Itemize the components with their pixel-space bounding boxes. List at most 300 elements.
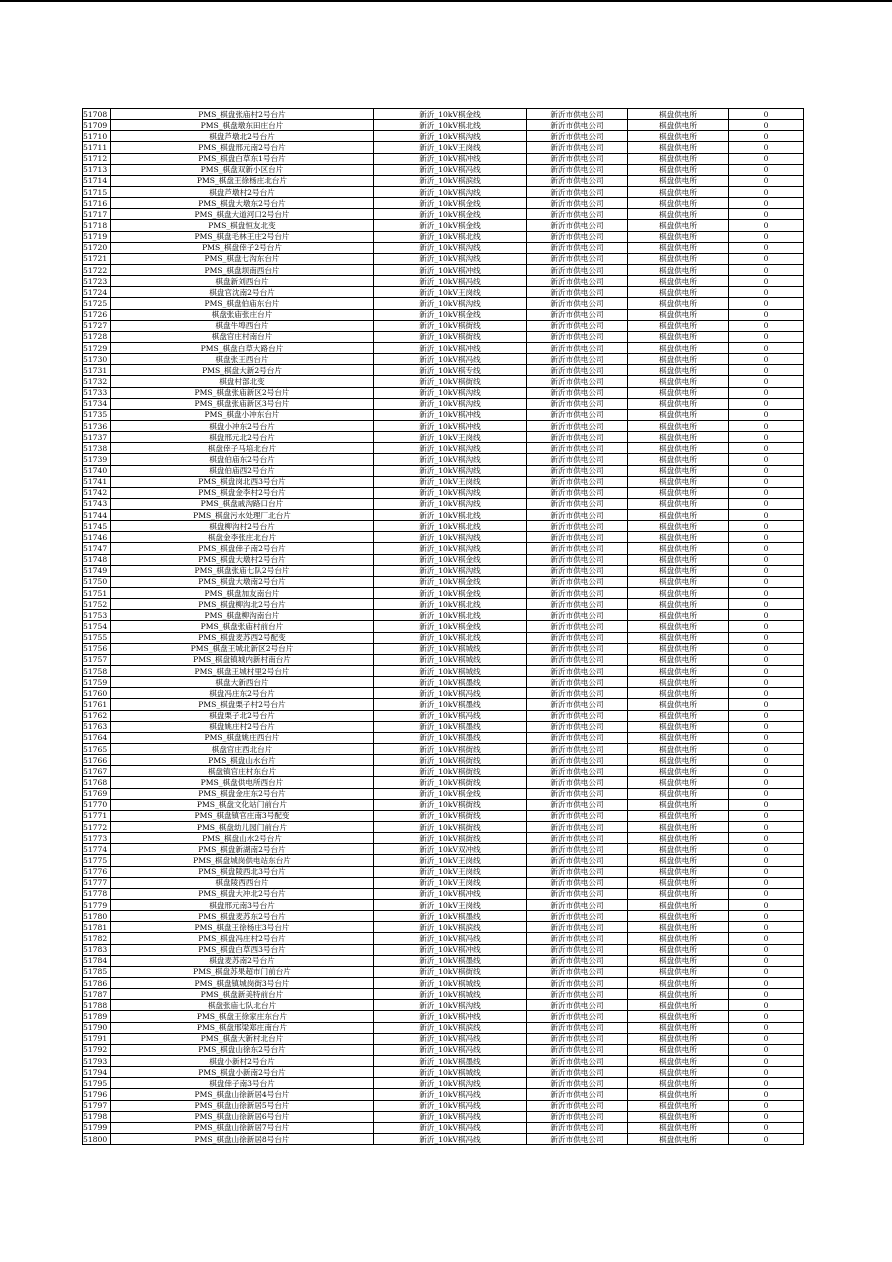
cell-value: 0 xyxy=(729,309,804,320)
cell-value: 0 xyxy=(729,454,804,465)
cell-value: 0 xyxy=(729,621,804,632)
cell-value: 0 xyxy=(729,532,804,543)
cell-station: 棋盘供电所 xyxy=(628,744,729,755)
cell-transformer-name: PMS_棋盘倖子2号台片 xyxy=(111,242,374,253)
cell-id: 51769 xyxy=(83,788,111,799)
cell-value: 0 xyxy=(729,710,804,721)
cell-station: 棋盘供电所 xyxy=(628,209,729,220)
cell-transformer-name: 棋盘张庙张庄台片 xyxy=(111,309,374,320)
table-row xyxy=(83,1000,804,1011)
cell-feeder-line: 新沂_10kV棋城线 xyxy=(374,666,527,677)
cell-company: 新沂市供电公司 xyxy=(527,866,628,877)
cell-company: 新沂市供电公司 xyxy=(527,109,628,120)
cell-id: 51777 xyxy=(83,877,111,888)
cell-transformer-name: PMS_棋盘山徐新居7号台片 xyxy=(111,1122,374,1133)
cell-feeder-line: 新沂_10kV棋北线 xyxy=(374,521,527,532)
cell-feeder-line: 新沂_10kV棋金线 xyxy=(374,576,527,587)
cell-id: 51716 xyxy=(83,198,111,209)
cell-id: 51771 xyxy=(83,810,111,821)
table-row xyxy=(83,543,804,554)
cell-transformer-name: PMS_棋盘山徐东2号台片 xyxy=(111,1044,374,1055)
cell-value: 0 xyxy=(729,1055,804,1066)
cell-company: 新沂市供电公司 xyxy=(527,744,628,755)
cell-transformer-name: 棋盘伯庙东2号台片 xyxy=(111,454,374,465)
cell-transformer-name: PMS_棋盘镇官庄南3号配变 xyxy=(111,810,374,821)
table-row xyxy=(83,498,804,509)
table-row xyxy=(83,588,804,599)
table-row xyxy=(83,810,804,821)
cell-value: 0 xyxy=(729,1000,804,1011)
cell-feeder-line: 新沂_10kV棋沟线 xyxy=(374,131,527,142)
cell-id: 51770 xyxy=(83,799,111,810)
cell-value: 0 xyxy=(729,465,804,476)
cell-company: 新沂市供电公司 xyxy=(527,911,628,922)
cell-transformer-name: PMS_棋盘山徐新居4号台片 xyxy=(111,1089,374,1100)
cell-id: 51799 xyxy=(83,1122,111,1133)
cell-feeder-line: 新沂_10kV棋街线 xyxy=(374,810,527,821)
cell-station: 棋盘供电所 xyxy=(628,476,729,487)
table-row xyxy=(83,131,804,142)
table-row xyxy=(83,1089,804,1100)
data-table-body xyxy=(83,109,804,1145)
table-row xyxy=(83,186,804,197)
cell-station: 棋盘供电所 xyxy=(628,443,729,454)
cell-id: 51742 xyxy=(83,487,111,498)
cell-id: 51723 xyxy=(83,276,111,287)
cell-id: 51790 xyxy=(83,1022,111,1033)
cell-feeder-line: 新沂_10kV棋城线 xyxy=(374,643,527,654)
cell-feeder-line: 新沂_10kV王岗线 xyxy=(374,287,527,298)
table-row xyxy=(83,354,804,365)
cell-station: 棋盘供电所 xyxy=(628,387,729,398)
cell-feeder-line: 新沂_10kV棋金线 xyxy=(374,788,527,799)
cell-value: 0 xyxy=(729,398,804,409)
cell-company: 新沂市供电公司 xyxy=(527,1111,628,1122)
table-row xyxy=(83,966,804,977)
cell-feeder-line: 新沂_10kV棋墨线 xyxy=(374,732,527,743)
table-row xyxy=(83,1122,804,1133)
table-row xyxy=(83,688,804,699)
cell-value: 0 xyxy=(729,855,804,866)
cell-company: 新沂市供电公司 xyxy=(527,309,628,320)
cell-feeder-line: 新沂_10kV王岗线 xyxy=(374,855,527,866)
cell-transformer-name: 棋盘冯庄东2号台片 xyxy=(111,688,374,699)
cell-id: 51784 xyxy=(83,955,111,966)
cell-id: 51751 xyxy=(83,588,111,599)
cell-company: 新沂市供电公司 xyxy=(527,755,628,766)
table-row xyxy=(83,454,804,465)
cell-transformer-name: PMS_棋盘大墩村2号台片 xyxy=(111,554,374,565)
cell-id: 51740 xyxy=(83,465,111,476)
cell-transformer-name: PMS_棋盘新湖南2号台片 xyxy=(111,844,374,855)
cell-transformer-name: 棋盘牛埠西台片 xyxy=(111,320,374,331)
cell-value: 0 xyxy=(729,409,804,420)
cell-station: 棋盘供电所 xyxy=(628,799,729,810)
cell-value: 0 xyxy=(729,198,804,209)
cell-transformer-name: PMS_棋盘城岗供电站东台片 xyxy=(111,855,374,866)
cell-station: 棋盘供电所 xyxy=(628,899,729,910)
table-row xyxy=(83,1011,804,1022)
cell-id: 51783 xyxy=(83,944,111,955)
cell-transformer-name: 棋盘陵西西台片 xyxy=(111,877,374,888)
table-row xyxy=(83,264,804,275)
cell-id: 51767 xyxy=(83,766,111,777)
cell-company: 新沂市供电公司 xyxy=(527,532,628,543)
cell-value: 0 xyxy=(729,944,804,955)
cell-value: 0 xyxy=(729,420,804,431)
cell-station: 棋盘供电所 xyxy=(628,766,729,777)
cell-transformer-name: PMS_棋盘墩东田庄台片 xyxy=(111,120,374,131)
cell-feeder-line: 新沂_10kV棋沟线 xyxy=(374,465,527,476)
cell-transformer-name: 棋盘倖子马培北台片 xyxy=(111,443,374,454)
cell-feeder-line: 新沂_10kV棋冲线 xyxy=(374,1011,527,1022)
cell-transformer-name: PMS_棋盘小新南2号台片 xyxy=(111,1067,374,1078)
cell-company: 新沂市供电公司 xyxy=(527,498,628,509)
cell-transformer-name: PMS_棋盘邢梁郑庄南台片 xyxy=(111,1022,374,1033)
cell-value: 0 xyxy=(729,599,804,610)
cell-station: 棋盘供电所 xyxy=(628,1022,729,1033)
cell-value: 0 xyxy=(729,588,804,599)
cell-company: 新沂市供电公司 xyxy=(527,1067,628,1078)
table-row xyxy=(83,977,804,988)
cell-company: 新沂市供电公司 xyxy=(527,153,628,164)
table-row xyxy=(83,922,804,933)
cell-company: 新沂市供电公司 xyxy=(527,131,628,142)
cell-feeder-line: 新沂_10kV棋冯线 xyxy=(374,1044,527,1055)
cell-value: 0 xyxy=(729,543,804,554)
cell-id: 51793 xyxy=(83,1055,111,1066)
cell-feeder-line: 新沂_10kV棋沟线 xyxy=(374,242,527,253)
cell-feeder-line: 新沂_10kV棋墨线 xyxy=(374,721,527,732)
cell-company: 新沂市供电公司 xyxy=(527,1089,628,1100)
cell-station: 棋盘供电所 xyxy=(628,276,729,287)
table-row xyxy=(83,599,804,610)
cell-station: 棋盘供电所 xyxy=(628,253,729,264)
cell-feeder-line: 新沂_10kV棋墨线 xyxy=(374,911,527,922)
cell-value: 0 xyxy=(729,699,804,710)
cell-id: 51781 xyxy=(83,922,111,933)
cell-id: 51774 xyxy=(83,844,111,855)
cell-company: 新沂市供电公司 xyxy=(527,944,628,955)
cell-value: 0 xyxy=(729,977,804,988)
cell-value: 0 xyxy=(729,677,804,688)
cell-value: 0 xyxy=(729,242,804,253)
cell-feeder-line: 新沂_10kV棋北线 xyxy=(374,610,527,621)
cell-id: 51794 xyxy=(83,1067,111,1078)
cell-company: 新沂市供电公司 xyxy=(527,510,628,521)
cell-transformer-name: PMS_棋盘栗子村2号台片 xyxy=(111,699,374,710)
cell-id: 51741 xyxy=(83,476,111,487)
cell-transformer-name: PMS_棋盘冯庄村2号台片 xyxy=(111,933,374,944)
cell-value: 0 xyxy=(729,109,804,120)
cell-transformer-name: 棋盘官庄西北台片 xyxy=(111,744,374,755)
cell-company: 新沂市供电公司 xyxy=(527,454,628,465)
cell-company: 新沂市供电公司 xyxy=(527,120,628,131)
table-row xyxy=(83,253,804,264)
cell-feeder-line: 新沂_10kV棋冯线 xyxy=(374,276,527,287)
cell-company: 新沂市供电公司 xyxy=(527,376,628,387)
cell-station: 棋盘供电所 xyxy=(628,198,729,209)
cell-value: 0 xyxy=(729,565,804,576)
cell-company: 新沂市供电公司 xyxy=(527,922,628,933)
table-row xyxy=(83,109,804,120)
cell-transformer-name: 棋盘金李张庄北台片 xyxy=(111,532,374,543)
cell-id: 51745 xyxy=(83,521,111,532)
cell-value: 0 xyxy=(729,331,804,342)
cell-value: 0 xyxy=(729,487,804,498)
cell-feeder-line: 新沂_10kV棋沟线 xyxy=(374,532,527,543)
cell-value: 0 xyxy=(729,365,804,376)
cell-transformer-name: PMS_棋盘山水台片 xyxy=(111,755,374,766)
cell-value: 0 xyxy=(729,822,804,833)
cell-transformer-name: PMS_棋盘毛林王庄2号台片 xyxy=(111,231,374,242)
cell-company: 新沂市供电公司 xyxy=(527,298,628,309)
cell-value: 0 xyxy=(729,253,804,264)
cell-transformer-name: PMS_棋盘大新2号台片 xyxy=(111,365,374,376)
cell-id: 51739 xyxy=(83,454,111,465)
cell-value: 0 xyxy=(729,387,804,398)
cell-value: 0 xyxy=(729,799,804,810)
cell-feeder-line: 新沂_10kV棋街线 xyxy=(374,744,527,755)
cell-id: 51747 xyxy=(83,543,111,554)
cell-station: 棋盘供电所 xyxy=(628,621,729,632)
cell-id: 51720 xyxy=(83,242,111,253)
cell-id: 51786 xyxy=(83,977,111,988)
cell-transformer-name: 棋盘大新西台片 xyxy=(111,677,374,688)
cell-id: 51727 xyxy=(83,320,111,331)
cell-id: 51731 xyxy=(83,365,111,376)
cell-feeder-line: 新沂_10kV王岗线 xyxy=(374,899,527,910)
table-row xyxy=(83,632,804,643)
cell-value: 0 xyxy=(729,142,804,153)
cell-value: 0 xyxy=(729,1122,804,1133)
cell-station: 棋盘供电所 xyxy=(628,510,729,521)
table-row xyxy=(83,287,804,298)
cell-value: 0 xyxy=(729,186,804,197)
cell-company: 新沂市供电公司 xyxy=(527,822,628,833)
table-row xyxy=(83,877,804,888)
cell-feeder-line: 新沂_10kV棋街线 xyxy=(374,376,527,387)
cell-transformer-name: PMS_棋盘麦苏东2号台片 xyxy=(111,911,374,922)
cell-company: 新沂市供电公司 xyxy=(527,1055,628,1066)
cell-station: 棋盘供电所 xyxy=(628,164,729,175)
cell-station: 棋盘供电所 xyxy=(628,242,729,253)
cell-station: 棋盘供电所 xyxy=(628,955,729,966)
table-row xyxy=(83,175,804,186)
cell-station: 棋盘供电所 xyxy=(628,822,729,833)
cell-id: 51730 xyxy=(83,354,111,365)
cell-station: 棋盘供电所 xyxy=(628,1133,729,1144)
cell-id: 51718 xyxy=(83,220,111,231)
cell-transformer-name: PMS_棋盘岗北西3号台片 xyxy=(111,476,374,487)
cell-station: 棋盘供电所 xyxy=(628,922,729,933)
table-row xyxy=(83,432,804,443)
cell-value: 0 xyxy=(729,966,804,977)
cell-id: 51758 xyxy=(83,666,111,677)
table-row xyxy=(83,409,804,420)
table-row xyxy=(83,833,804,844)
cell-value: 0 xyxy=(729,1033,804,1044)
cell-company: 新沂市供电公司 xyxy=(527,487,628,498)
cell-value: 0 xyxy=(729,610,804,621)
cell-transformer-name: PMS_棋盘新美特前台片 xyxy=(111,989,374,1000)
cell-feeder-line: 新沂_10kV棋街线 xyxy=(374,331,527,342)
cell-station: 棋盘供电所 xyxy=(628,543,729,554)
cell-feeder-line: 新沂_10kV棋金线 xyxy=(374,621,527,632)
cell-station: 棋盘供电所 xyxy=(628,1044,729,1055)
cell-value: 0 xyxy=(729,989,804,1000)
cell-feeder-line: 新沂_10kV棋墨线 xyxy=(374,699,527,710)
cell-company: 新沂市供电公司 xyxy=(527,877,628,888)
cell-company: 新沂市供电公司 xyxy=(527,810,628,821)
cell-company: 新沂市供电公司 xyxy=(527,276,628,287)
cell-station: 棋盘供电所 xyxy=(628,420,729,431)
cell-transformer-name: PMS_棋盘七沟东台片 xyxy=(111,253,374,264)
cell-station: 棋盘供电所 xyxy=(628,933,729,944)
cell-feeder-line: 新沂_10kV棋沟线 xyxy=(374,443,527,454)
cell-station: 棋盘供电所 xyxy=(628,175,729,186)
table-row xyxy=(83,777,804,788)
cell-company: 新沂市供电公司 xyxy=(527,521,628,532)
cell-value: 0 xyxy=(729,777,804,788)
cell-feeder-line: 新沂_10kV棋北线 xyxy=(374,632,527,643)
cell-value: 0 xyxy=(729,376,804,387)
cell-feeder-line: 新沂_10kV棋金线 xyxy=(374,220,527,231)
cell-feeder-line: 新沂_10kV棋冯线 xyxy=(374,1133,527,1144)
table-row xyxy=(83,198,804,209)
cell-company: 新沂市供电公司 xyxy=(527,788,628,799)
cell-transformer-name: PMS_棋盘恒友北变 xyxy=(111,220,374,231)
cell-company: 新沂市供电公司 xyxy=(527,465,628,476)
cell-id: 51724 xyxy=(83,287,111,298)
cell-value: 0 xyxy=(729,877,804,888)
cell-feeder-line: 新沂_10kV棋冯线 xyxy=(374,1100,527,1111)
cell-feeder-line: 新沂_10kV棋沟线 xyxy=(374,298,527,309)
cell-value: 0 xyxy=(729,911,804,922)
cell-feeder-line: 新沂_10kV棋街线 xyxy=(374,777,527,788)
cell-station: 棋盘供电所 xyxy=(628,465,729,476)
table-row xyxy=(83,654,804,665)
cell-feeder-line: 新沂_10kV棋冯线 xyxy=(374,1033,527,1044)
cell-company: 新沂市供电公司 xyxy=(527,576,628,587)
cell-feeder-line: 新沂_10kV棋专线 xyxy=(374,365,527,376)
cell-transformer-name: PMS_棋盘污水处理厂北台片 xyxy=(111,510,374,521)
cell-value: 0 xyxy=(729,276,804,287)
table-row xyxy=(83,844,804,855)
table-row xyxy=(83,666,804,677)
cell-feeder-line: 新沂_10kV棋街线 xyxy=(374,320,527,331)
cell-transformer-name: PMS_棋盘柳沟北2号台片 xyxy=(111,599,374,610)
cell-company: 新沂市供电公司 xyxy=(527,1022,628,1033)
cell-feeder-line: 新沂_10kV棋冯线 xyxy=(374,164,527,175)
cell-id: 51749 xyxy=(83,565,111,576)
cell-feeder-line: 新沂_10kV棋金线 xyxy=(374,198,527,209)
cell-id: 51708 xyxy=(83,109,111,120)
cell-value: 0 xyxy=(729,120,804,131)
cell-station: 棋盘供电所 xyxy=(628,498,729,509)
cell-transformer-name: PMS_棋盘张庙村2号台片 xyxy=(111,109,374,120)
cell-id: 51719 xyxy=(83,231,111,242)
cell-value: 0 xyxy=(729,320,804,331)
cell-value: 0 xyxy=(729,131,804,142)
table-row xyxy=(83,298,804,309)
cell-value: 0 xyxy=(729,1022,804,1033)
cell-id: 51775 xyxy=(83,855,111,866)
cell-id: 51709 xyxy=(83,120,111,131)
cell-id: 51787 xyxy=(83,989,111,1000)
table-row xyxy=(83,1100,804,1111)
cell-id: 51725 xyxy=(83,298,111,309)
cell-company: 新沂市供电公司 xyxy=(527,565,628,576)
cell-station: 棋盘供电所 xyxy=(628,977,729,988)
cell-station: 棋盘供电所 xyxy=(628,331,729,342)
cell-company: 新沂市供电公司 xyxy=(527,799,628,810)
cell-station: 棋盘供电所 xyxy=(628,365,729,376)
cell-station: 棋盘供电所 xyxy=(628,109,729,120)
cell-value: 0 xyxy=(729,732,804,743)
cell-station: 棋盘供电所 xyxy=(628,643,729,654)
cell-id: 51797 xyxy=(83,1100,111,1111)
table-row xyxy=(83,1044,804,1055)
cell-station: 棋盘供电所 xyxy=(628,287,729,298)
table-row xyxy=(83,387,804,398)
cell-value: 0 xyxy=(729,1044,804,1055)
cell-value: 0 xyxy=(729,510,804,521)
cell-id: 51737 xyxy=(83,432,111,443)
cell-station: 棋盘供电所 xyxy=(628,989,729,1000)
cell-station: 棋盘供电所 xyxy=(628,1100,729,1111)
cell-station: 棋盘供电所 xyxy=(628,264,729,275)
cell-company: 新沂市供电公司 xyxy=(527,599,628,610)
table-row xyxy=(83,744,804,755)
cell-value: 0 xyxy=(729,866,804,877)
cell-transformer-name: PMS_棋盘白草东1号台片 xyxy=(111,153,374,164)
table-row xyxy=(83,799,804,810)
cell-station: 棋盘供电所 xyxy=(628,877,729,888)
cell-company: 新沂市供电公司 xyxy=(527,621,628,632)
cell-id: 51796 xyxy=(83,1089,111,1100)
cell-value: 0 xyxy=(729,922,804,933)
cell-feeder-line: 新沂_10kV棋墨线 xyxy=(374,677,527,688)
table-row xyxy=(83,510,804,521)
cell-station: 棋盘供电所 xyxy=(628,866,729,877)
cell-transformer-name: 棋盘倖子南3号台片 xyxy=(111,1078,374,1089)
cell-id: 51788 xyxy=(83,1000,111,1011)
cell-id: 51782 xyxy=(83,933,111,944)
cell-transformer-name: PMS_棋盘戚沟路口台片 xyxy=(111,498,374,509)
cell-value: 0 xyxy=(729,554,804,565)
cell-id: 51726 xyxy=(83,309,111,320)
cell-feeder-line: 新沂_10kV棋沟线 xyxy=(374,253,527,264)
cell-value: 0 xyxy=(729,209,804,220)
cell-station: 棋盘供电所 xyxy=(628,777,729,788)
cell-feeder-line: 新沂_10kV棋沟线 xyxy=(374,498,527,509)
cell-company: 新沂市供电公司 xyxy=(527,1000,628,1011)
cell-transformer-name: 棋盘村部北变 xyxy=(111,376,374,387)
cell-value: 0 xyxy=(729,933,804,944)
cell-transformer-name: PMS_棋盘王城村里2号台片 xyxy=(111,666,374,677)
cell-station: 棋盘供电所 xyxy=(628,487,729,498)
table-row xyxy=(83,376,804,387)
cell-id: 51717 xyxy=(83,209,111,220)
cell-company: 新沂市供电公司 xyxy=(527,966,628,977)
cell-feeder-line: 新沂_10kV棋金线 xyxy=(374,209,527,220)
cell-transformer-name: PMS_棋盘张庙七队2号台片 xyxy=(111,565,374,576)
cell-id: 51791 xyxy=(83,1033,111,1044)
cell-station: 棋盘供电所 xyxy=(628,610,729,621)
cell-company: 新沂市供电公司 xyxy=(527,253,628,264)
cell-id: 51736 xyxy=(83,420,111,431)
